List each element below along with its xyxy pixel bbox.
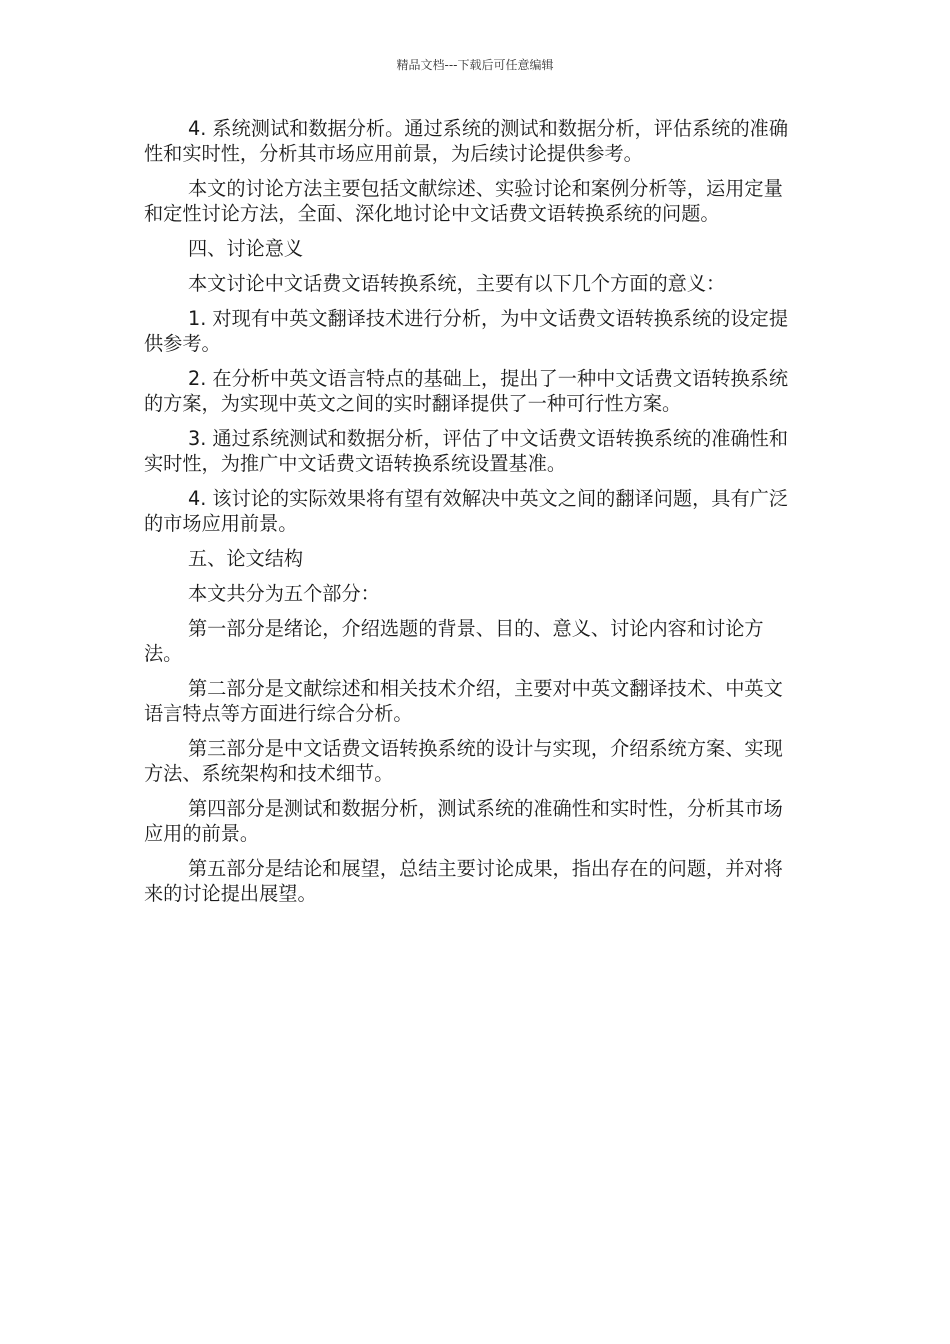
paragraph-structure-intro: 本文共分为五个部分： <box>188 582 380 605</box>
list-item-significance-2: 2. 在分析中英文语言特点的基础上，提出了一种中文话费文语转换系统的方案，为实现中英文之间的实时翻译提供了一种可行性方案。 <box>144 367 789 415</box>
list-item-significance-3: 3. 通过系统测试和数据分析，评估了中文话费文语转换系统的准确性和实时性，为推广中文话费文语转换系统设置基准。 <box>144 427 789 475</box>
page-header: 精品文档---下载后可任意编辑 <box>396 58 554 72</box>
paragraph-part-four: 第四部分是测试和数据分析，测试系统的准确性和实时性，分析其市场应用的前景。 <box>144 797 783 845</box>
paragraph-research-methods: 本文的讨论方法主要包括文献综述、实验讨论和案例分析等，运用定量和定性讨论方法，全面、深化地讨论中文话费文语转换系统的问题。 <box>144 177 783 225</box>
paragraph-part-three: 第三部分是中文话费文语转换系统的设计与实现，介绍系统方案、实现方法、系统架构和技术细节。 <box>144 737 783 785</box>
paragraph-part-two: 第二部分是文献综述和相关技术介绍，主要对中英文翻译技术、中英文语言特点等方面进行综合分析。 <box>144 677 783 725</box>
paragraph-part-one: 第一部分是绪论，介绍选题的背景、目的、意义、讨论内容和讨论方法。 <box>144 617 764 665</box>
list-item-significance-1: 1. 对现有中英文翻译技术进行分析，为中文话费文语转换系统的设定提供参考。 <box>144 307 789 355</box>
section-heading-structure: 五、论文结构 <box>188 547 304 570</box>
paragraph-significance-intro: 本文讨论中文话费文语转换系统，主要有以下几个方面的意义： <box>188 272 726 295</box>
paragraph-part-five: 第五部分是结论和展望，总结主要讨论成果，指出存在的问题，并对将来的讨论提出展望。 <box>144 857 783 905</box>
section-heading-significance: 四、讨论意义 <box>188 237 304 260</box>
list-item-significance-4: 4. 该讨论的实际效果将有望有效解决中英文之间的翻译问题，具有广泛的市场应用前景。 <box>144 487 789 535</box>
paragraph-test-analysis: 4. 系统测试和数据分析。通过系统的测试和数据分析，评估系统的准确性和实时性，分析其市场应用前景，为后续讨论提供参考。 <box>144 117 789 165</box>
document-body <box>144 116 800 916</box>
